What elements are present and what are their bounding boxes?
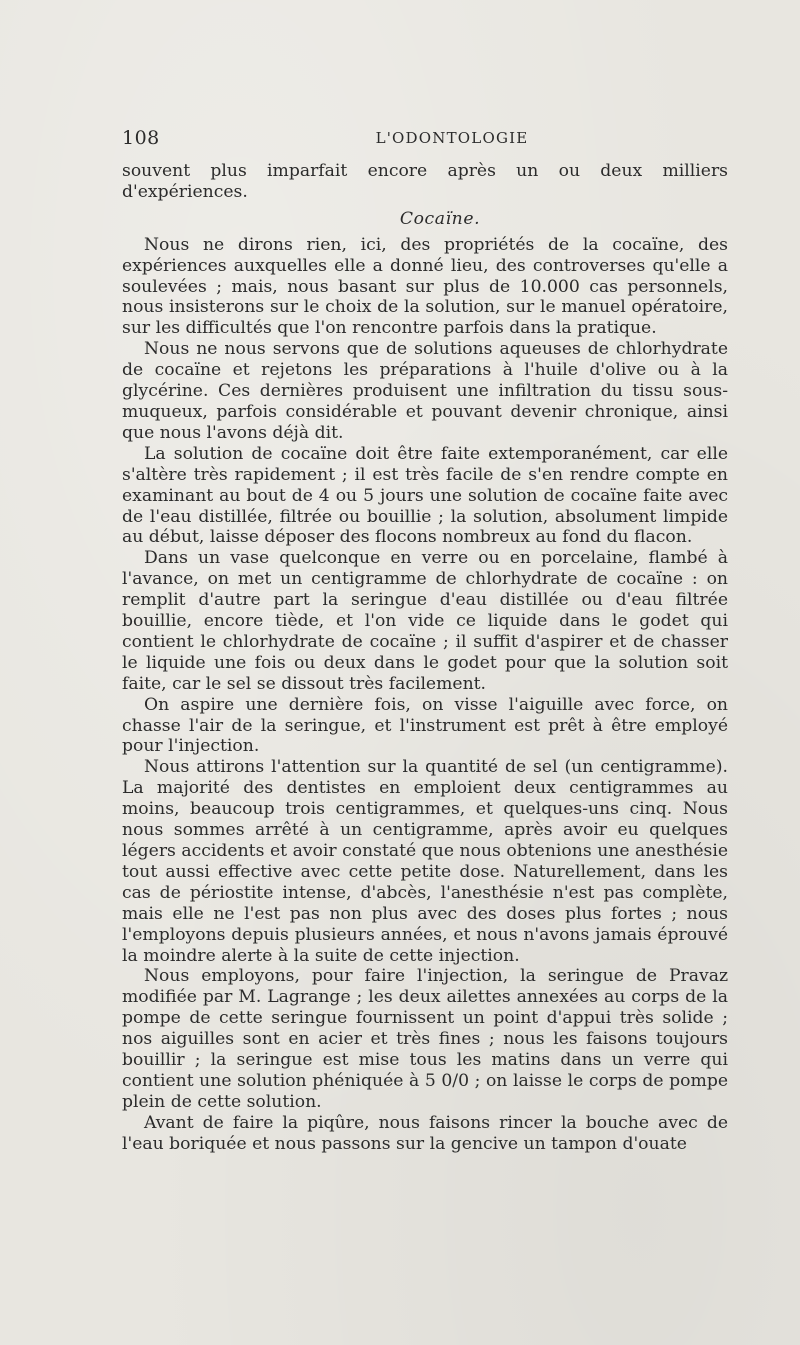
paragraph: Nous ne dirons rien, ici, des propriétés de la cocaïne, des expériences auxquelles elle a donné lieu, des controverses qu'elle a soulevées ; mais, nous basant sur plus de 10.000 cas personnels, nous insisterons sur le choix de la solution, sur le manuel opératoire, sur les difficultés que l'on rencontre parfois dans la pratique. [122,234,728,339]
running-title: L'ODONTOLOGIE [375,129,529,147]
paragraph: Avant de faire la piqûre, nous faisons rincer la bouche avec de l'eau boriquée et nous passons sur la gencive un tampon d'ouate [122,1112,728,1154]
page-header [122,126,728,150]
body-text [122,161,728,1155]
paragraph: Dans un vase quelconque en verre ou en porcelaine, flambé à l'avance, on met un centigramme de chlorhydrate de cocaïne : on remplit d'autre part la seringue d'eau distillée ou d'eau filtrée bouillie, encore tiède, et l'on vide ce liquide dans le godet qui contient le chlorhydrate de cocaïne ; il suffit d'aspirer et de chasser le liquide une fois ou deux dans le godet pour que la solution soit faite, car le sel se dissout très facilement. [122,548,728,694]
paragraph-continued: souvent plus imparfait encore après un ou deux milliers d'expériences. [122,161,728,202]
paragraph: La solution de cocaïne doit être faite extemporanément, car elle s'altère très rapidement ; il est très facile de s'en rendre compte en examinant au bout de 4 ou 5 jours une solution de cocaïne faite avec de l'eau distillée, filtrée ou bouillie ; la solution, absolument limpide au début, laisse déposer des flocons nombreux au fond du flacon. [122,443,728,548]
paragraph: Nous employons, pour faire l'injection, la seringue de Pravaz modifiée par M. Lagrange ; les deux ailettes annexées au corps de la pompe de cette seringue fournissent un point d'appui très solide ; nos aiguilles sont en acier et très fines ; nous les faisons toujours bouillir ; la seringue est mise tous les matins dans un verre qui contient une solution phéniquée à 5 0/0 ; on laisse le corps de pompe plein de cette solution. [122,966,728,1112]
paragraph: On aspire une dernière fois, on visse l'aiguille avec force, on chasse l'air de la seringue, et l'instrument est prêt à être employé pour l'injection. [122,694,728,757]
paragraph: Nous ne nous servons que de solutions aqueuses de chlorhydrate de cocaïne et rejetons les préparations à l'huile d'olive ou à la glycérine. Ces dernières produisent une infiltration du tissu sous-muqueux, parfois considérable et pouvant devenir chronique, ainsi que nous l'avons déjà dit. [122,339,728,443]
paragraph: Nous attirons l'attention sur la quantité de sel (un centigramme). La majorité des dentistes en emploient deux centigrammes au moins, beaucoup trois centigrammes, et quelques-uns cinq. Nous nous sommes arrêté à un centigramme, après avoir eu quelques légers accidents et avoir constaté que nous obtenions une anesthésie tout aussi effective avec cette petite dose. Naturellement, dans les cas de périostite intense, d'abcès, l'anesthésie n'est pas complète, mais elle ne l'est pas non plus avec des doses plus fortes ; nous l'employons depuis plusieurs années, et nous n'avons jamais éprouvé la moindre alerte à la suite de cette injection. [122,757,728,966]
section-title: Cocaïne. [399,208,481,229]
page-number: 108 [122,127,160,149]
